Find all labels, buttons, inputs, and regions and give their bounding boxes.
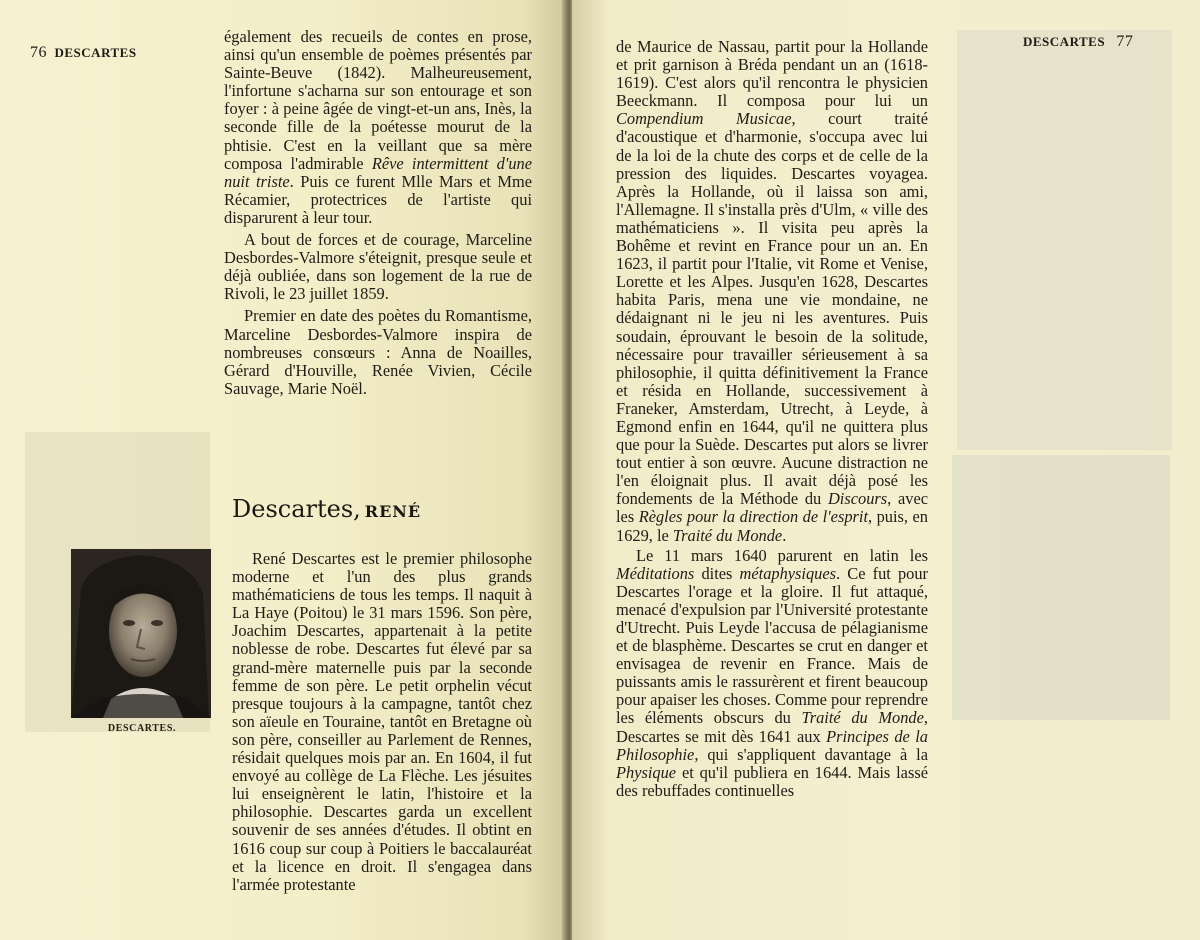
portrait-image — [71, 549, 211, 718]
entry-title — [232, 495, 421, 523]
text-run: . Ce fut pour Descartes l'orage et la gloire. Il fut attaqué, menacé d'expulsion par l'Université protestante d'Utrecht. Puis Leyde l'accusa de pélagianisme et de blasphème. Descartes se crut en danger et envisagea de revenir en France. Mais de puissants amis le rassurèrent et firent beaucoup pour apaiser les choses. Comme pour reprendre les éléments obscurs du — [616, 563, 928, 728]
left-page — [0, 0, 568, 940]
paragraph: Premier en date des poètes du Romantisme, Marceline Desbordes-Valmore inspira de nombreuses consœurs : Anna de Noailles, Gérard d'Houville, Renée Vivien, Cécile Sauvage, Marie Noël. — [224, 306, 532, 398]
text-run: dites — [694, 563, 740, 583]
text-run: également des recueils de contes en prose, ainsi qu'un ensemble de poèmes présentés par Sainte-Beuve (1842). Malheureusement, l'infortune s'acharna sur son entourage et son foyer : à peine âgée de vingt-et-un ans, Inès, la seconde fille de la poétesse mourut de la phtisie. C'est en la veillant que sa mère composa l'admirable — [224, 27, 532, 173]
right-running-head — [1023, 33, 1133, 51]
left-running-title: DESCARTES — [54, 45, 137, 60]
italic-title: Méditations — [616, 563, 695, 583]
italic-title: Discours — [827, 489, 888, 509]
right-running-title: DESCARTES — [1023, 34, 1106, 49]
text-run: et qu'il publiera en 1644. Mais lassé des rebuffades continuelles — [616, 762, 928, 800]
italic-title: Compendium Musicae — [616, 109, 792, 129]
right-page-number: 77 — [1116, 33, 1134, 50]
show-through-shadow — [957, 30, 1172, 450]
text-run: , qui s'appliquent davantage à la — [694, 744, 928, 764]
entry-given-name: RENÉ — [364, 502, 422, 521]
left-column-bottom — [232, 550, 532, 894]
right-column — [616, 38, 928, 800]
italic-title: métaphysiques — [739, 563, 837, 583]
entry-surname: Descartes, — [232, 495, 361, 523]
paragraph: A bout de forces et de courage, Marceline Desbordes-Valmore s'éteignit, presque seule et déjà oubliée, dans son logement de la rue de Rivoli, le 23 juillet 1859. — [224, 230, 532, 304]
text-run: , puis, en 1629, le — [616, 507, 928, 545]
text-run: . — [782, 525, 787, 545]
text-run: , Descartes se mit dès 1641 aux — [616, 708, 928, 746]
descartes-portrait — [71, 549, 211, 718]
portrait-caption: DESCARTES. — [107, 723, 177, 734]
paragraph: René Descartes est le premier philosophe moderne et l'un des plus grands mathématiciens de tous les temps. Il naquit à La Haye (Poitou) le 31 mars 1596. Son père, Joachim Descartes, appartenait à la petite noblesse de robe. Descartes fut élevé par sa grand-mère maternelle puis par la seconde femme de son père. Le petit orphelin vécut presque toujours à la campagne, tantôt chez son aïeule en Touraine, tantôt en Bretagne où son père, conseiller au Parlement de Rennes, résidait quelques mois par an. En 1604, il fut envoyé au collège de La Flèche. Les jésuites lui enseignèrent le latin, l'histoire et la philosophie. Descartes garda un excellent souvenir de ses années d'études. Il obtint en 1616 coup sur coup à Poitiers le baccalauréat et la licence en droit. Il s'engagea dans l'armée protestante — [232, 549, 532, 894]
show-through-shadow — [952, 455, 1170, 720]
text-run: . Puis ce furent Mlle Mars et Mme Récamier, protectrices de l'artiste qui disparurent à leur tour. — [224, 171, 532, 227]
italic-title: Règles pour la direction de l'esprit — [638, 507, 869, 527]
italic-title: Traité du Monde — [801, 708, 924, 728]
text-run: , court traité d'acoustique et d'harmonie, s'occupa avec lui de la loi de la chute des corps et de celle de la pression des liquides. Descartes voyagea. Après la Hollande, où il laissa son ami, l'Allemagne. Il s'installa près d'Ulm, « ville des mathématiciens ». Il visita peu après la Bohême et revint en France pour un an. En 1623, il partit pour l'Italie, vit Rome et Venise, Lorette et les Alpes. Jusqu'en 1628, Descartes habita Paris, mena une vie mondaine, ne dédaignant ni le jeu ni les aventures. Puis soudain, éprouvant le besoin de la solitude, nécessaire pour travailler sérieusement à sa philosophie, il quitta définitivement la France et résida en Hollande, successivement à Franeker, Amsterdam, Utrecht, à Leyde, à Egmond enfin en 1644, qu'il ne quittera plus que pour la Suède. Descartes put alors se livrer tout entier à son œuvre. Aucune distraction ne l'en éloignait plus. Il avait déjà posé les fondements de la Méthode du — [616, 109, 928, 509]
left-page-number: 76 — [30, 44, 47, 61]
left-column-top — [224, 28, 532, 398]
text-run: , avec les — [616, 489, 928, 527]
left-running-head — [30, 44, 137, 62]
italic-title: Physique — [616, 762, 677, 782]
text-run: de Maurice de Nassau, partit pour la Hollande et prit garnison à Bréda pendant un an (1618-1619). C'est alors qu'il rencontra le physicien Beeckmann. Il composa pour lui un — [616, 37, 928, 111]
paragraph — [616, 38, 928, 545]
right-page — [572, 0, 1200, 940]
italic-title: Traité du Monde — [672, 525, 783, 545]
italic-title: Rêve intermittent d'une nuit triste — [224, 153, 532, 191]
italic-title: Principes de la Philosophie — [616, 726, 928, 764]
paragraph — [224, 28, 532, 227]
paragraph — [616, 547, 928, 800]
text-run: Le 11 mars 1640 parurent en latin les — [636, 545, 928, 565]
